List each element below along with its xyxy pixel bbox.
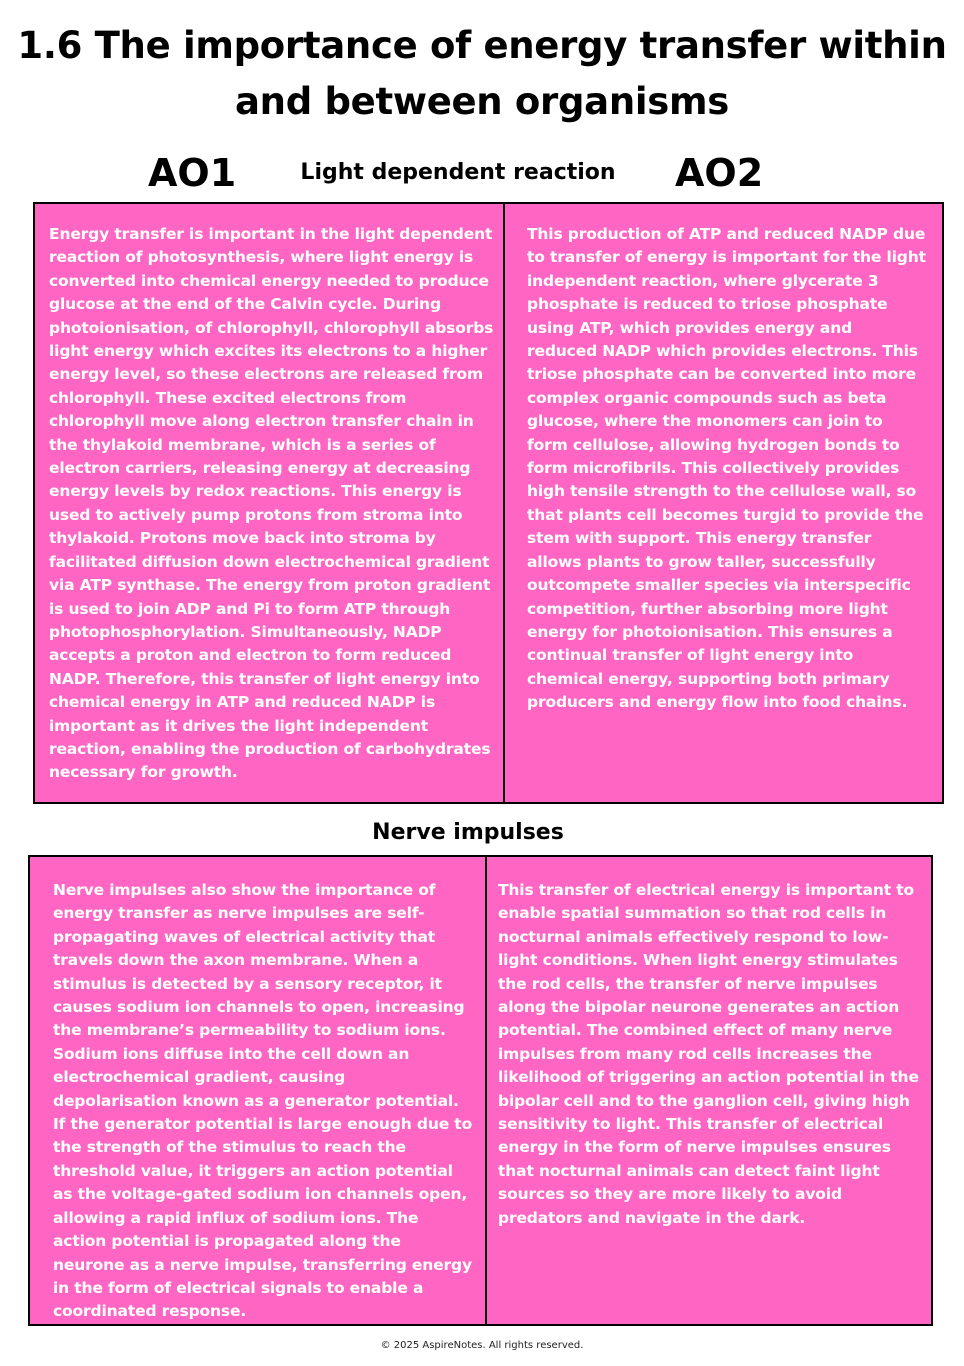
column-divider [503,204,505,802]
light-dependent-ao2-text: This production of ATP and reduced NADP due to transfer of energy is important for the light independent reaction, where glycerate 3 phosphate is reduced to triose phosphate using ATP, which provides energy and reduced NADP which provides electrons. This triose phosphate can be converted into more complex organic compounds such as beta glucose, where the monomers can join to form cellulose, allowing hydrogen bonds to form microfibrils. This collectively provides high tensile strength to the cellulose wall, so that plants cell becomes turgid to provide the stem with support. This energy transfer allows plants to grow taller, successfully outcompete smaller species via interspecific competition, further absorbing more light energy for photoionisation. This ensures a continual transfer of light energy into chemical energy, supporting both primary producers and energy flow into food chains. [527,225,926,712]
section-heading-light-dependent: Light dependent reaction [300,160,616,185]
ao2-label: AO2 [675,151,764,195]
copyright-footer: © 2025 AspireNotes. All rights reserved. [380,1340,584,1351]
ao1-label: AO1 [148,151,237,195]
page-title: 1.6 The importance of energy transfer within and between organisms [17,24,947,123]
section-heading-nerve-impulses: Nerve impulses [372,820,564,845]
nerve-impulses-ao1-text: Nerve impulses also show the importance of energy transfer as nerve impulses are self-propagating waves of electrical activity that travels down the axon membrane. When a stimulus is detected by a sensory receptor, it causes sodium ion channels to open, increasing the membrane’s permeability to sodium ions. Sodium ions diffuse into the cell down an electrochemical gradient, causing depolarisation known as a generator potential. If the generator potential is large enough due to the strength of the stimulus to reach the threshold value, it triggers an action potential as the voltage-gated sodium ion channels open, allowing a rapid influx of sodium ions. The action potential is propagated along the neurone as a nerve impulse, transferring energy in the form of electrical signals to enable a coordinated response. [53,881,473,1321]
nerve-impulses-table [28,855,933,1326]
column-divider [485,857,487,1324]
light-dependent-ao1-text: Energy transfer is important in the light dependent reaction of photosynthesis, where light energy is converted into chemical energy needed to produce glucose at the end of the Calvin cycle. During photoionisation, of chlorophyll, chlorophyll absorbs light energy which excites its electrons to a higher energy level, so these electrons are released from chlorophyll. These excited electrons from chlorophyll move along electron transfer chain in the thylakoid membrane, which is a series of electron carriers, releasing energy at decreasing energy levels by redox reactions. This energy is used to actively pump protons from stroma into thylakoid. Protons move back into stroma by facilitated diffusion down electrochemical gradient via ATP synthase. The energy from proton gradient is used to join ADP and Pi to form ATP through photophosphorylation. Simultaneously, NADP accepts a proton and electron to form reduced NADP. Therefore, this transfer of light energy into chemical energy in ATP and reduced NADP is important as it drives the light independent reaction, enabling the production of carbohydrates necessary for growth. [49,225,494,782]
light-dependent-table [33,202,944,804]
nerve-impulses-ao2-text: This transfer of electrical energy is important to enable spatial summation so that rod cells in nocturnal animals effectively respond to low-light conditions. When light energy stimulates the rod cells, the transfer of nerve impulses along the bipolar neurone generates an action potential. The combined effect of many nerve impulses from many rod cells increases the likelihood of triggering an action potential in the bipolar cell and to the ganglion cell, giving high sensitivity to light. This transfer of electrical energy in the form of nerve impulses ensures that nocturnal animals can detect faint light sources so they are more likely to avoid predators and navigate in the dark. [498,881,919,1227]
